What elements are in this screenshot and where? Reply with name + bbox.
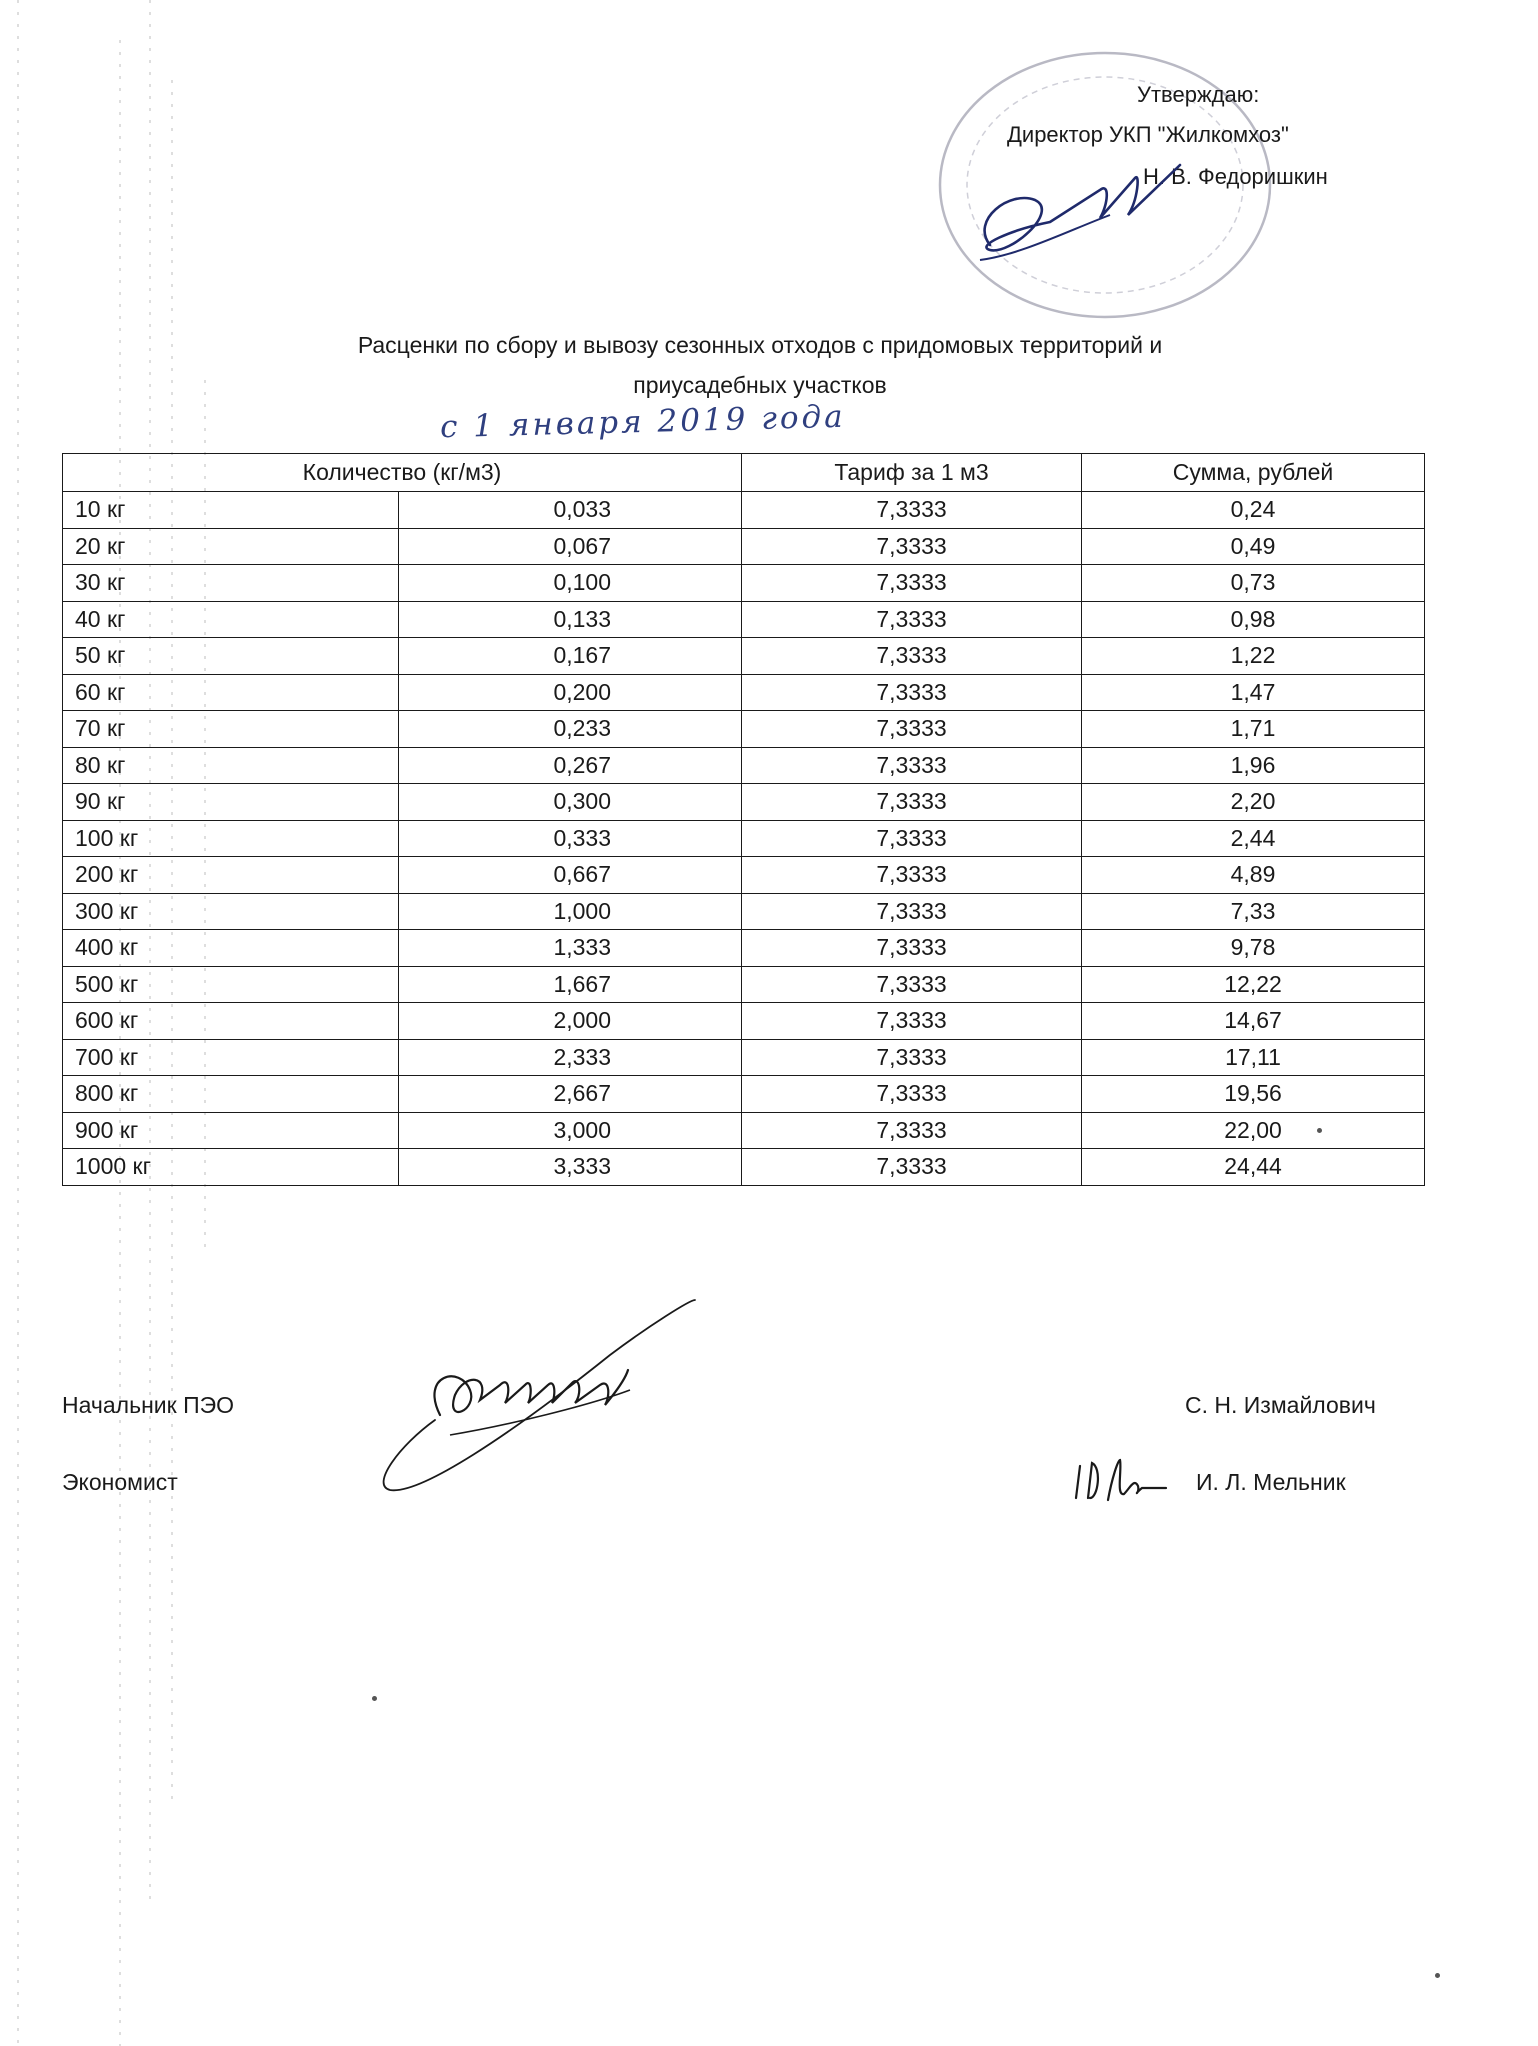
cell-volume: 0,333 xyxy=(399,820,742,857)
cell-volume: 3,000 xyxy=(399,1112,742,1149)
cell-mass: 700 кг xyxy=(63,1039,399,1076)
cell-mass: 30 кг xyxy=(63,565,399,602)
table-row xyxy=(63,1039,1425,1076)
table-row xyxy=(63,492,1425,529)
cell-volume: 0,267 xyxy=(399,747,742,784)
cell-sum: 2,44 xyxy=(1082,820,1425,857)
cell-tariff: 7,3333 xyxy=(742,492,1082,529)
cell-mass: 300 кг xyxy=(63,893,399,930)
table-row xyxy=(63,711,1425,748)
table-body xyxy=(63,492,1425,1186)
cell-volume: 3,333 xyxy=(399,1149,742,1186)
table-row xyxy=(63,1076,1425,1113)
scan-speck xyxy=(1317,1128,1322,1133)
cell-volume: 0,033 xyxy=(399,492,742,529)
cell-mass: 20 кг xyxy=(63,528,399,565)
cell-mass: 10 кг xyxy=(63,492,399,529)
cell-tariff: 7,3333 xyxy=(742,857,1082,894)
header-tariff: Тариф за 1 м3 xyxy=(742,454,1082,492)
cell-mass: 600 кг xyxy=(63,1003,399,1040)
header-sum: Сумма, рублей xyxy=(1082,454,1425,492)
peo-head-signature xyxy=(360,1295,700,1505)
cell-mass: 90 кг xyxy=(63,784,399,821)
cell-sum: 0,24 xyxy=(1082,492,1425,529)
cell-volume: 1,667 xyxy=(399,966,742,1003)
cell-tariff: 7,3333 xyxy=(742,966,1082,1003)
cell-tariff: 7,3333 xyxy=(742,601,1082,638)
economist-title: Экономист xyxy=(62,1469,178,1495)
cell-mass: 100 кг xyxy=(63,820,399,857)
cell-sum: 0,98 xyxy=(1082,601,1425,638)
cell-tariff: 7,3333 xyxy=(742,820,1082,857)
cell-mass: 900 кг xyxy=(63,1112,399,1149)
economist-signature xyxy=(1068,1448,1178,1508)
handwritten-effective-date: с 1 января 2019 года xyxy=(439,398,847,446)
cell-tariff: 7,3333 xyxy=(742,784,1082,821)
table-row xyxy=(63,528,1425,565)
cell-mass: 800 кг xyxy=(63,1076,399,1113)
table-row xyxy=(63,1149,1425,1186)
cell-volume: 0,167 xyxy=(399,638,742,675)
cell-mass: 400 кг xyxy=(63,930,399,967)
document-title-line-1: Расценки по сбору и вывозу сезонных отходов с придомовых территорий и xyxy=(357,332,1163,358)
table-row xyxy=(63,747,1425,784)
cell-mass: 80 кг xyxy=(63,747,399,784)
table-row xyxy=(63,820,1425,857)
cell-tariff: 7,3333 xyxy=(742,565,1082,602)
cell-volume: 0,667 xyxy=(399,857,742,894)
cell-volume: 2,333 xyxy=(399,1039,742,1076)
table-row xyxy=(63,601,1425,638)
cell-tariff: 7,3333 xyxy=(742,1112,1082,1149)
cell-volume: 0,067 xyxy=(399,528,742,565)
approval-director-name: Н. В. Федоришкин xyxy=(1143,164,1328,189)
cell-volume: 0,233 xyxy=(399,711,742,748)
cell-tariff: 7,3333 xyxy=(742,674,1082,711)
table-row xyxy=(63,857,1425,894)
cell-tariff: 7,3333 xyxy=(742,1076,1082,1113)
cell-volume: 0,100 xyxy=(399,565,742,602)
cell-sum: 1,71 xyxy=(1082,711,1425,748)
cell-sum: 24,44 xyxy=(1082,1149,1425,1186)
cell-tariff: 7,3333 xyxy=(742,711,1082,748)
cell-mass: 1000 кг xyxy=(63,1149,399,1186)
cell-volume: 0,133 xyxy=(399,601,742,638)
cell-tariff: 7,3333 xyxy=(742,1003,1082,1040)
cell-tariff: 7,3333 xyxy=(742,747,1082,784)
table-row xyxy=(63,638,1425,675)
cell-volume: 0,300 xyxy=(399,784,742,821)
cell-tariff: 7,3333 xyxy=(742,893,1082,930)
cell-mass: 60 кг xyxy=(63,674,399,711)
table-row xyxy=(63,893,1425,930)
cell-sum: 9,78 xyxy=(1082,930,1425,967)
cell-mass: 200 кг xyxy=(63,857,399,894)
cell-mass: 70 кг xyxy=(63,711,399,748)
cell-sum: 4,89 xyxy=(1082,857,1425,894)
cell-sum: 7,33 xyxy=(1082,893,1425,930)
approval-heading: Утверждаю: xyxy=(1137,82,1260,107)
cell-volume: 1,000 xyxy=(399,893,742,930)
scan-speck xyxy=(372,1696,377,1701)
economist-name: И. Л. Мельник xyxy=(1196,1469,1346,1495)
cell-sum: 2,20 xyxy=(1082,784,1425,821)
cell-tariff: 7,3333 xyxy=(742,930,1082,967)
table-row xyxy=(63,966,1425,1003)
cell-tariff: 7,3333 xyxy=(742,528,1082,565)
cell-volume: 2,667 xyxy=(399,1076,742,1113)
table-row xyxy=(63,930,1425,967)
header-quantity: Количество (кг/м3) xyxy=(63,454,742,492)
cell-volume: 2,000 xyxy=(399,1003,742,1040)
document-title-line-2: приусадебных участков xyxy=(633,372,887,398)
table-header-row xyxy=(63,454,1425,492)
cell-sum: 17,11 xyxy=(1082,1039,1425,1076)
approval-position: Директор УКП "Жилкомхоз" xyxy=(1007,122,1289,147)
table-row xyxy=(63,565,1425,602)
cell-sum: 14,67 xyxy=(1082,1003,1425,1040)
cell-tariff: 7,3333 xyxy=(742,638,1082,675)
cell-tariff: 7,3333 xyxy=(742,1039,1082,1076)
director-signature xyxy=(950,160,1190,270)
cell-sum: 19,56 xyxy=(1082,1076,1425,1113)
cell-tariff: 7,3333 xyxy=(742,1149,1082,1186)
cell-sum: 22,00 xyxy=(1082,1112,1425,1149)
cell-sum: 1,47 xyxy=(1082,674,1425,711)
cell-sum: 12,22 xyxy=(1082,966,1425,1003)
tariff-table xyxy=(62,453,1425,1186)
table-row xyxy=(63,784,1425,821)
cell-volume: 0,200 xyxy=(399,674,742,711)
peo-head-title: Начальник ПЭО xyxy=(62,1392,235,1418)
cell-sum: 0,49 xyxy=(1082,528,1425,565)
scan-speck xyxy=(1435,1973,1440,1978)
peo-head-name: С. Н. Измайлович xyxy=(1185,1392,1376,1418)
cell-mass: 50 кг xyxy=(63,638,399,675)
cell-sum: 0,73 xyxy=(1082,565,1425,602)
cell-sum: 1,96 xyxy=(1082,747,1425,784)
cell-mass: 500 кг xyxy=(63,966,399,1003)
table-row xyxy=(63,674,1425,711)
cell-volume: 1,333 xyxy=(399,930,742,967)
cell-sum: 1,22 xyxy=(1082,638,1425,675)
table-row xyxy=(63,1003,1425,1040)
cell-mass: 40 кг xyxy=(63,601,399,638)
table-row xyxy=(63,1112,1425,1149)
